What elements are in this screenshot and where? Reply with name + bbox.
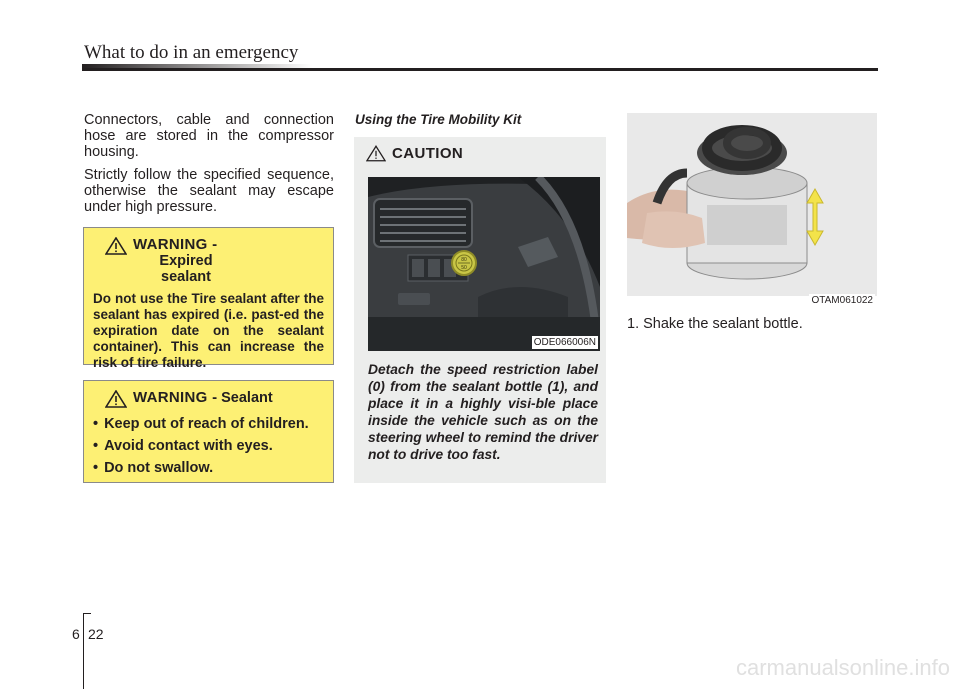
caution-box [354, 137, 606, 483]
warning-subject: Expired sealant [159, 253, 213, 285]
footer-rule-horizontal [83, 613, 91, 614]
dashboard-photo [368, 177, 600, 351]
list-item: • Do not swallow. [93, 460, 324, 476]
warning-expired-sealant-box [83, 227, 334, 370]
warning-triangle-icon [105, 390, 127, 408]
paragraph: Strictly follow the specified sequence, otherwise the sealant may escape under high pressure. [84, 167, 334, 215]
dashboard-illustration [368, 177, 600, 351]
section-title: Using the Tire Mobility Kit [355, 112, 522, 127]
photo-code: ODE066006N [533, 337, 596, 348]
page-number: 22 [88, 626, 104, 642]
header-title: What to do in an emergency [84, 42, 299, 63]
paragraph: Connectors, cable and connection hose are stored in the compressor housing. [84, 112, 334, 160]
speed-label-lower: 50 [461, 265, 467, 271]
warning-triangle-icon [105, 237, 127, 255]
caution-text: Detach the speed restriction label (0) from the sealant bottle (1), and place it in a highly visi-ble place inside the vehicle such as on the steering wheel to remind the driver not to drive too fast. [368, 362, 598, 462]
sealant-bottle-illustration [627, 113, 877, 309]
sealant-bottle-photo [627, 113, 877, 309]
warning-bullet-list [93, 416, 324, 476]
step-text: 1. Shake the sealant bottle. [627, 316, 803, 332]
chapter-number: 6 [72, 626, 80, 642]
intro-text [84, 112, 334, 222]
list-item: • Avoid contact with eyes. [93, 438, 324, 454]
warning-text: Do not use the Tire sealant after the sealant has expired (i.e. past-ed the expiration date on the sealant container). This can increase the risk of tire failure. [93, 291, 324, 370]
warning-triangle-icon [366, 145, 386, 162]
footer-rule-vertical [83, 613, 84, 689]
photo-code: OTAM061022 [811, 295, 873, 306]
warning-label: WARNING - [133, 389, 218, 406]
caution-heading [366, 145, 463, 162]
warning-label: WARNING - [133, 236, 218, 253]
warning-heading [93, 390, 324, 408]
list-item: • Keep out of reach of children. [93, 416, 324, 432]
warning-heading [93, 237, 324, 285]
watermark-text: carmanualsonline.info [735, 655, 950, 680]
warning-sealant-box [83, 380, 334, 483]
speed-label-upper: 80 [461, 257, 467, 263]
caution-label: CAUTION [392, 145, 464, 162]
header-rule [82, 68, 878, 71]
warning-subject: Sealant [221, 390, 273, 406]
